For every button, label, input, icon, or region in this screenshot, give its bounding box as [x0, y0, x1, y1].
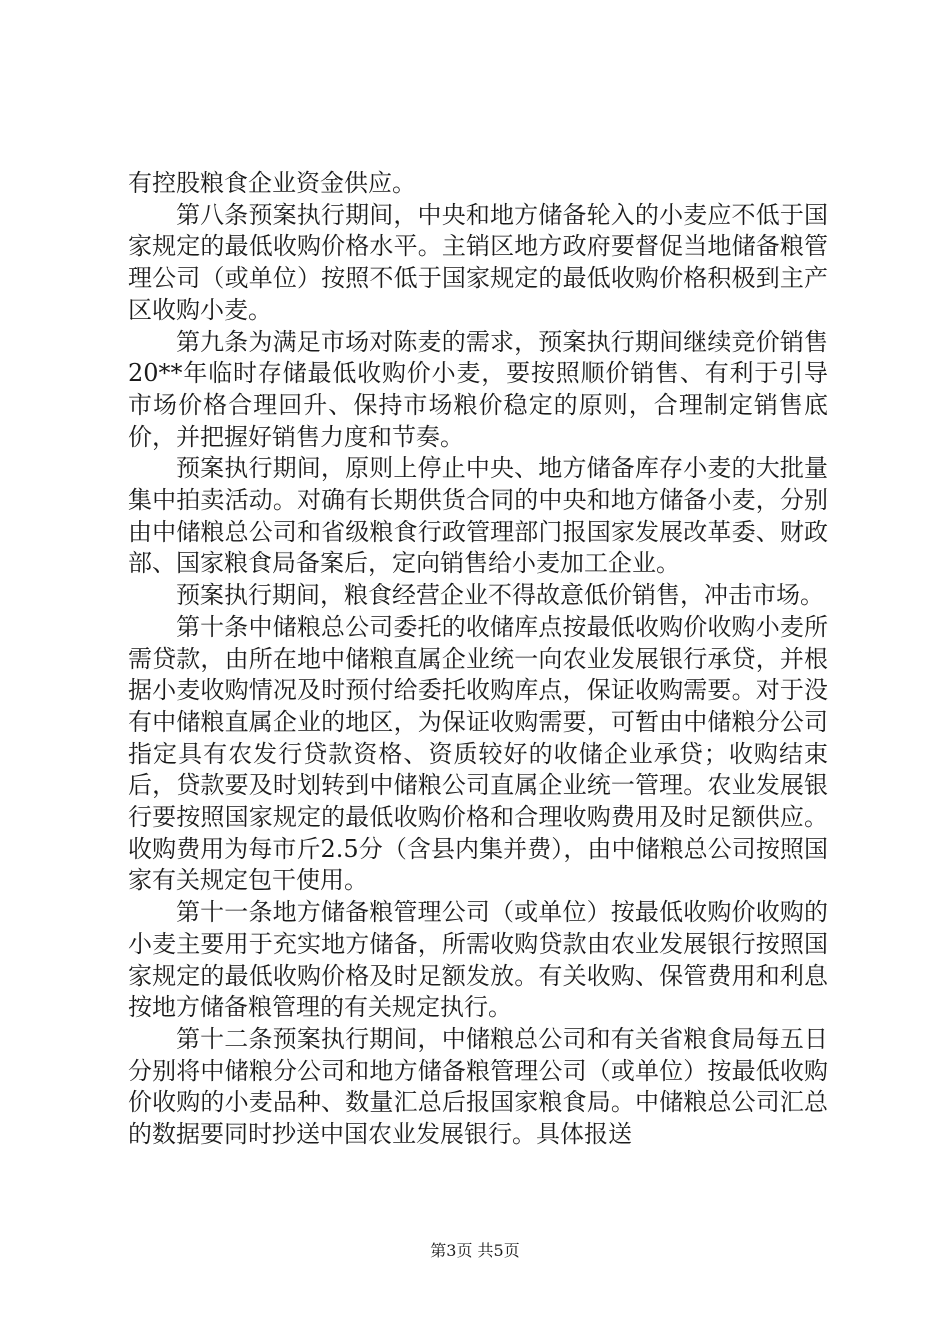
- paragraph-article-10: 第十条中储粮总公司委托的收储库点按最低收购价收购小麦所需贷款，由所在地中储粮直属企业统一向农业发展银行承贷，并根据小麦收购情况及时预付给委托收购库点，保证收购需要。对于没有中储粮直属企业的地区，为保证收购需要，可暂由中储粮分公司指定具有农发行贷款资格、资质较好的收储企业承贷；收购结束后，贷款要及时划转到中储粮公司直属企业统一管理。农业发展银行要按照国家规定的最低收购价格和合理收购费用及时足额供应。收购费用为每市斤2.5分（含县内集并费），由中储粮总公司按照国家有关规定包干使用。: [128, 612, 828, 895]
- paragraph-auction-suspension: 预案执行期间，原则上停止中央、地方储备库存小麦的大批量集中拍卖活动。对确有长期供货合同的中央和地方储备小麦，分别由中储粮总公司和省级粮食行政管理部门报国家发展改革委、财政部、国家粮食局备案后，定向销售给小麦加工企业。: [128, 454, 828, 578]
- paragraph-low-price-ban: 预案执行期间，粮食经营企业不得故意低价销售，冲击市场。: [176, 581, 824, 610]
- paragraph-article-9: 第九条为满足市场对陈麦的需求，预案执行期间继续竞价销售20**年临时存储最低收购价小麦，要按照顺价销售、有利于引导市场价格合理回升、保持市场粮价稳定的原则，合理制定销售底价，并把握好销售力度和节奏。: [128, 327, 828, 451]
- document-body: [128, 168, 828, 1151]
- page-number-footer: 第3页 共5页: [430, 1241, 520, 1260]
- paragraph-article-11: 第十一条地方储备粮管理公司（或单位）按最低收购价收购的小麦主要用于充实地方储备，所需收购贷款由农业发展银行按照国家规定的最低收购价格及时足额发放。有关收购、保管费用和利息按地方储备粮管理的有关规定执行。: [128, 898, 828, 1022]
- paragraph-continuation: 有控股粮食企业资金供应。: [128, 169, 416, 197]
- paragraph-article-8: 第八条预案执行期间，中央和地方储备轮入的小麦应不低于国家规定的最低收购价格水平。主销区地方政府要督促当地储备粮管理公司（或单位）按照不低于国家规定的最低收购价格积极到主产区收购小麦。: [128, 200, 828, 324]
- paragraph-article-12: 第十二条预案执行期间，中储粮总公司和有关省粮食局每五日分别将中储粮分公司和地方储备粮管理公司（或单位）按最低收购价收购的小麦品种、数量汇总后报国家粮食局。中储粮总公司汇总的数据要同时抄送中国农业发展银行。具体报送: [128, 1024, 828, 1149]
